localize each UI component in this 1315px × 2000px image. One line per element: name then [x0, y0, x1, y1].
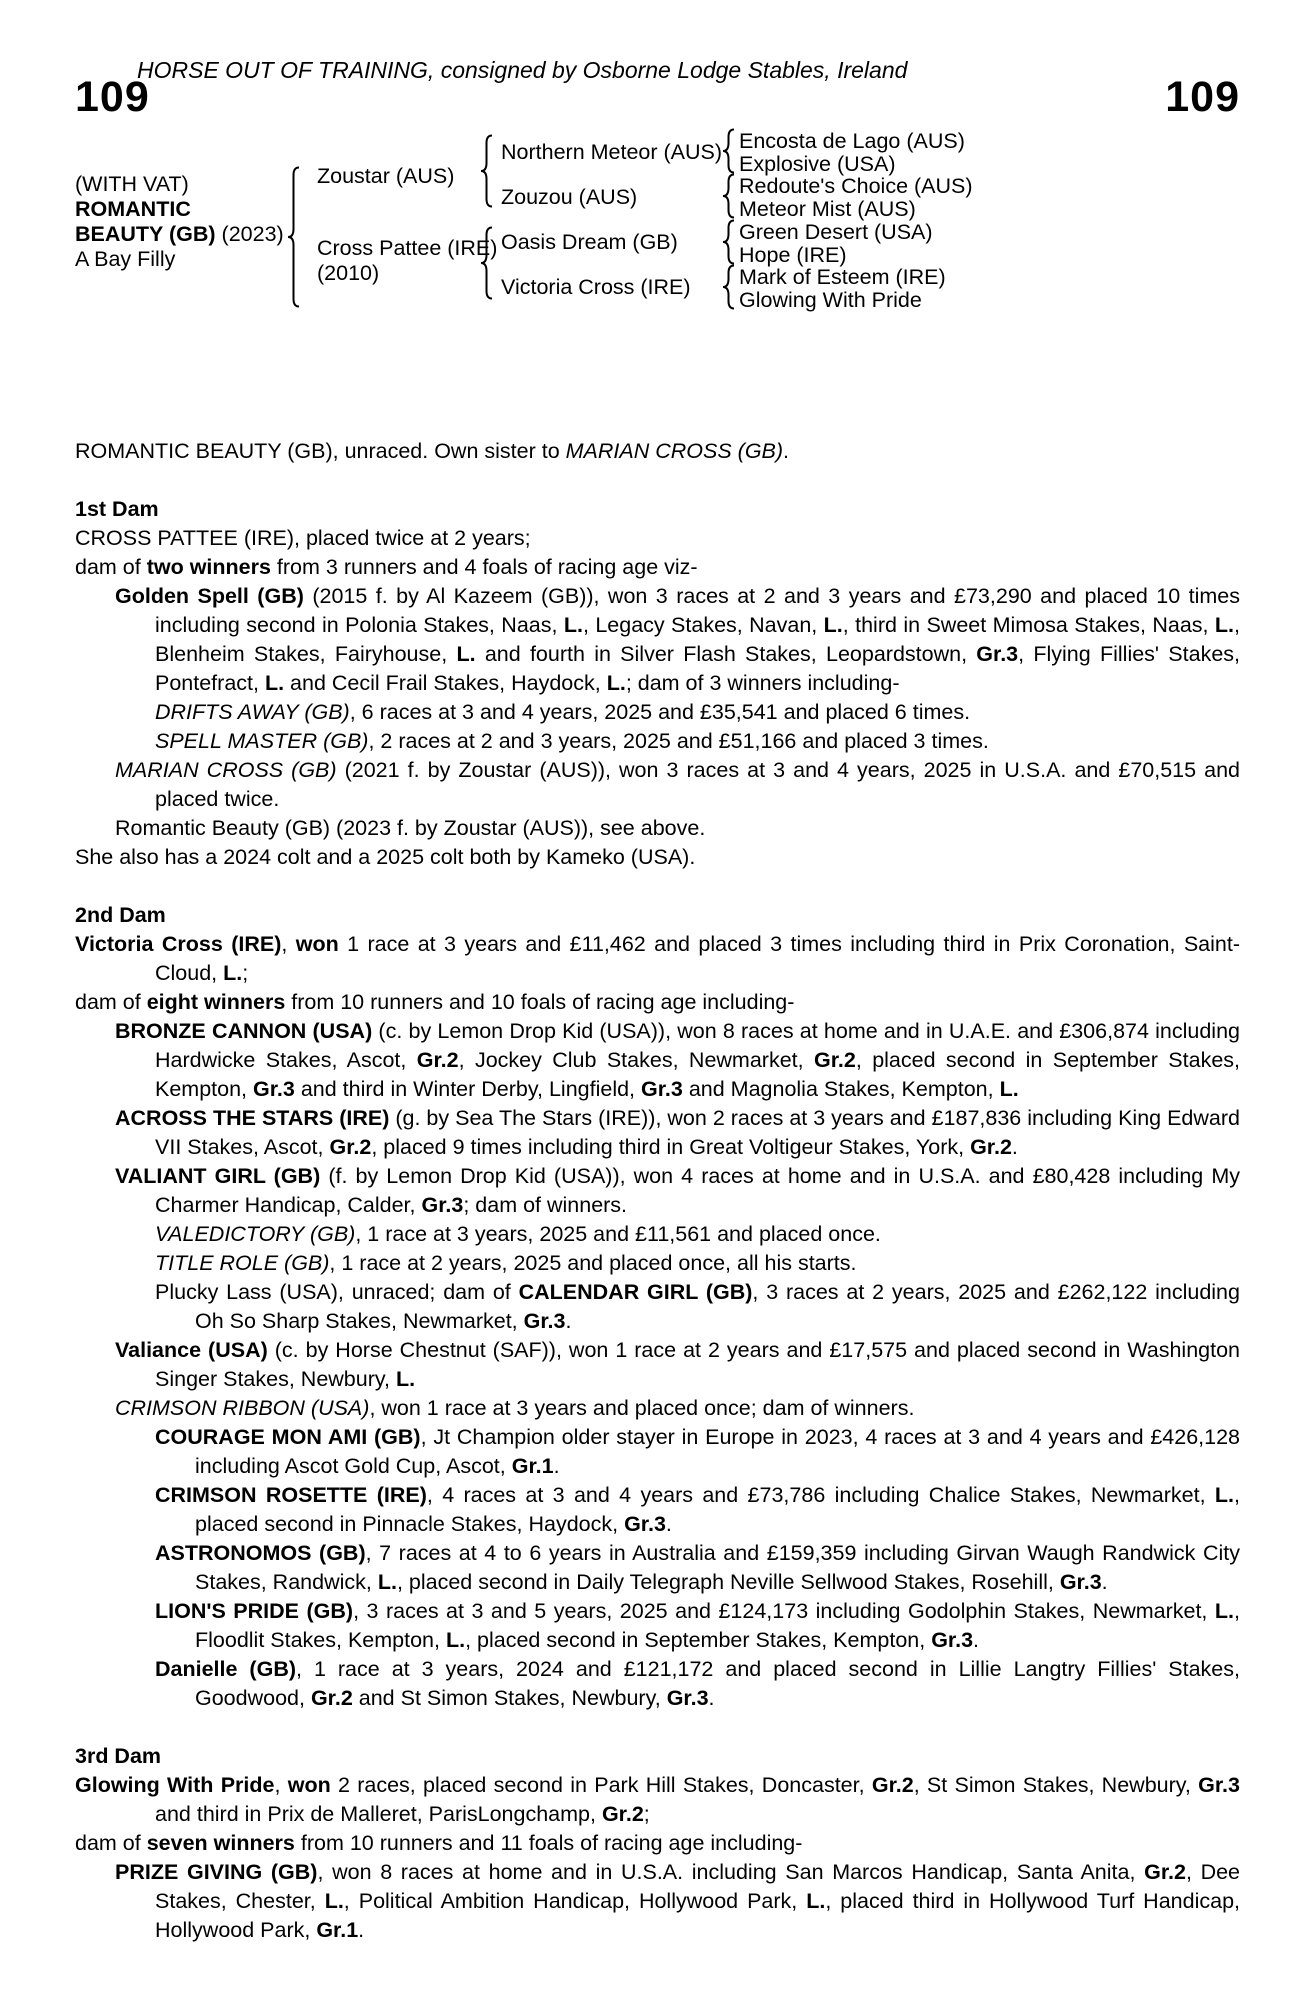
- text-segment: dam of: [75, 1831, 147, 1855]
- text-segment: Golden Spell (GB): [115, 584, 304, 608]
- pedigree-brace: [721, 128, 736, 174]
- text-segment: Glowing With Pride: [75, 1773, 275, 1797]
- text-segment: L.: [999, 1077, 1019, 1101]
- text-segment: ; dam of winners.: [463, 1193, 628, 1217]
- text-segment: MARIAN CROSS (GB): [115, 758, 337, 782]
- text-segment: (2015 f. by Al Kazeem (GB)), won 3 races at 2 and 3 years and £73,290 and placed 10 times including second in Polonia Stakes, Naas,: [155, 584, 1240, 637]
- pedigree-brace: [721, 219, 736, 265]
- text-segment: CRIMSON RIBBON (USA): [115, 1396, 370, 1420]
- text-segment: ,: [281, 932, 296, 956]
- text-segment: from 10 runners and 10 foals of racing age including-: [285, 990, 795, 1014]
- romantic-beauty-entry: [75, 814, 1240, 843]
- glowing-with-pride-entry: [75, 1771, 1240, 1829]
- text-segment: Gr.3: [641, 1077, 683, 1101]
- text-segment: L.: [823, 613, 843, 637]
- prize-giving-entry: [75, 1858, 1240, 1945]
- lions-pride-entry: [75, 1597, 1240, 1655]
- text-segment: , Legacy Stakes, Navan,: [582, 613, 824, 637]
- text-segment: L.: [445, 1628, 466, 1652]
- text-segment: (c. by Horse Chestnut (SAF)), won 1 race at 2 years and £17,575 and placed second in Washington Singer Stakes, Newbury,: [155, 1338, 1240, 1391]
- text-segment: 2 races, placed second in Park Hill Stakes, Doncaster,: [330, 1773, 872, 1797]
- text-segment: CROSS PATTEE (IRE), placed twice at 2 years;: [75, 526, 531, 550]
- text-segment: ;: [643, 1802, 650, 1826]
- text-segment: and third in Winter Derby, Lingfield,: [294, 1077, 641, 1101]
- text-segment: L.: [456, 642, 476, 666]
- text-segment: Gr.3: [931, 1628, 974, 1652]
- text-segment: 3rd Dam: [75, 1744, 162, 1768]
- text-segment: won: [295, 932, 339, 956]
- third-dam-produce-intro: [75, 1829, 1240, 1858]
- text-segment: , placed second in September Stakes, Kempton,: [155, 1048, 1240, 1101]
- text-segment: Gr.2: [1144, 1860, 1186, 1884]
- text-segment: Gr.3: [624, 1512, 666, 1536]
- text-segment: dam of: [75, 990, 147, 1014]
- text-segment: Gr.2: [310, 1686, 353, 1710]
- across-the-stars-entry: [75, 1104, 1240, 1162]
- text-segment: , 2 races at 2 and 3 years, 2025 and £51,166 and placed 3 times.: [368, 729, 989, 753]
- text-segment: , 3 races at 3 and 5 years, 2025 and £124,173 including Godolphin Stakes, Newmarket,: [353, 1599, 1215, 1623]
- pedigree-brace: [479, 226, 494, 300]
- text-segment: .: [1101, 1570, 1108, 1594]
- text-segment: and fourth in Silver Flash Stakes, Leopardstown,: [475, 642, 977, 666]
- text-segment: Gr.3: [253, 1077, 295, 1101]
- text-segment: , Jt Champion older stayer in Europe in 2023, 4 races at 3 and 4 years and £426,128 including Ascot Gold Cup, Ascot,: [195, 1425, 1241, 1478]
- dam-year: (2010): [317, 261, 380, 285]
- text-segment: , third in Sweet Mimosa Stakes, Naas,: [842, 613, 1215, 637]
- text-segment: , placed second in Daily Telegraph Neville Sellwood Stakes, Rosehill,: [396, 1570, 1060, 1594]
- text-segment: Danielle (GB): [155, 1657, 296, 1681]
- text-segment: .: [783, 439, 790, 463]
- bronze-cannon-entry: [75, 1017, 1240, 1104]
- text-segment: , Dee Stakes, Chester,: [155, 1860, 1241, 1913]
- text-segment: Gr.3: [666, 1686, 709, 1710]
- victoria-cross-entry: [75, 930, 1240, 988]
- text-segment: She also has a 2024 colt and a 2025 colt both by Kameko (USA).: [75, 845, 696, 869]
- text-segment: Valiance (USA): [115, 1338, 268, 1362]
- first-dam-produce-intro: [75, 553, 1240, 582]
- text-segment: .: [708, 1686, 715, 1710]
- astronomos-entry: [75, 1539, 1240, 1597]
- text-segment: two winners: [146, 555, 271, 579]
- text-segment: seven winners: [146, 1831, 295, 1855]
- text-segment: and St Simon Stakes, Newbury,: [352, 1686, 667, 1710]
- text-segment: , placed second in September Stakes, Kempton,: [465, 1628, 932, 1652]
- great-grandparent-name: Hope (IRE): [739, 243, 847, 267]
- text-segment: eight winners: [146, 990, 286, 1014]
- catalogue-text: [75, 437, 1240, 1945]
- subject-name-line1: ROMANTIC: [75, 197, 191, 221]
- text-segment: .: [553, 1454, 560, 1478]
- marian-cross-entry: [75, 756, 1240, 814]
- text-segment: Gr.2: [871, 1773, 914, 1797]
- text-segment: ACROSS THE STARS (IRE): [115, 1106, 390, 1130]
- text-segment: and third in Prix de Malleret, ParisLongchamp,: [155, 1802, 602, 1826]
- drifts-away-entry: [75, 698, 1240, 727]
- text-segment: 1st Dam: [75, 497, 159, 521]
- text-segment: Gr.2: [970, 1135, 1012, 1159]
- text-segment: .: [665, 1512, 672, 1536]
- text-segment: 2nd Dam: [75, 903, 166, 927]
- text-segment: Gr.3: [976, 642, 1019, 666]
- text-segment: TITLE ROLE (GB): [155, 1251, 330, 1275]
- text-segment: , won 1 race at 3 years and placed once; dam of winners.: [369, 1396, 915, 1420]
- golden-spell-entry: [75, 582, 1240, 698]
- text-segment: CALENDAR GIRL (GB): [518, 1280, 753, 1304]
- first-dam-footnote: [75, 843, 1240, 872]
- great-grandparent-name: Meteor Mist (AUS): [739, 197, 916, 221]
- first-dam-heading: [75, 495, 1240, 524]
- crimson-rosette-entry: [75, 1481, 1240, 1539]
- pedigree-brace: [721, 264, 736, 310]
- spell-master-entry: [75, 727, 1240, 756]
- grandsire-name: Oasis Dream (GB): [501, 230, 678, 254]
- text-segment: .: [358, 1918, 365, 1942]
- title-role-entry: [75, 1249, 1240, 1278]
- text-segment: won: [287, 1773, 331, 1797]
- great-grandparent-name: Mark of Esteem (IRE): [739, 265, 946, 289]
- pedigree-brace: [479, 134, 494, 208]
- text-segment: , 7 races at 4 to 6 years in Australia and £159,359 including Girvan Waugh Randwick City Stakes, Randwick,: [195, 1541, 1240, 1594]
- text-segment: MARIAN CROSS (GB): [565, 439, 784, 463]
- text-segment: dam of: [75, 555, 147, 579]
- text-segment: Romantic Beauty (GB) (2023 f. by Zoustar (AUS)), see above.: [115, 816, 706, 840]
- text-segment: BRONZE CANNON (USA): [115, 1019, 373, 1043]
- granddam-name: Victoria Cross (IRE): [501, 275, 691, 299]
- text-segment: , Political Ambition Handicap, Hollywood Park,: [343, 1889, 807, 1913]
- great-grandparent-name: Redoute's Choice (AUS): [739, 174, 973, 198]
- text-segment: , St Simon Stakes, Newbury,: [913, 1773, 1199, 1797]
- text-segment: .: [565, 1309, 572, 1333]
- text-segment: Gr.2: [416, 1048, 459, 1072]
- consignment-title: HORSE OUT OF TRAINING, consigned by Osborne Lodge Stables, Ireland: [137, 57, 908, 83]
- grandsire-name: Northern Meteor (AUS): [501, 140, 723, 164]
- text-segment: from 3 runners and 4 foals of racing age viz-: [270, 555, 698, 579]
- great-grandparent-name: Glowing With Pride: [739, 288, 922, 312]
- great-grandparent-name: Green Desert (USA): [739, 220, 933, 244]
- text-segment: and Cecil Frail Stakes, Haydock,: [284, 671, 607, 695]
- plucky-lass-entry: [75, 1278, 1240, 1336]
- text-segment: L.: [563, 613, 583, 637]
- text-segment: , 1 race at 3 years, 2025 and £11,561 and placed once.: [355, 1222, 881, 1246]
- text-segment: , won 8 races at home and in U.S.A. including San Marcos Handicap, Santa Anita,: [317, 1860, 1145, 1884]
- valedictory-entry: [75, 1220, 1240, 1249]
- text-segment: L.: [223, 961, 243, 985]
- text-segment: , placed third in Hollywood Turf Handicap, Hollywood Park,: [155, 1889, 1240, 1942]
- text-segment: LION'S PRIDE (GB): [155, 1599, 354, 1623]
- text-segment: , Flying Fillies' Stakes, Pontefract,: [155, 642, 1240, 695]
- text-segment: Gr.2: [601, 1802, 644, 1826]
- text-segment: (f. by Lemon Drop Kid (USA)), won 4 races at home and in U.S.A. and £80,428 including My Charmer Handicap, Calder,: [155, 1164, 1240, 1217]
- subject-description: A Bay Filly: [75, 247, 176, 271]
- text-segment: , placed second in Pinnacle Stakes, Haydock,: [195, 1483, 1240, 1536]
- text-segment: , 1 race at 2 years, 2025 and placed once, all his starts.: [329, 1251, 857, 1275]
- text-segment: Victoria Cross (IRE): [75, 932, 282, 956]
- text-segment: L.: [377, 1570, 397, 1594]
- sire-name: Zoustar (AUS): [317, 164, 455, 188]
- text-segment: Gr.3: [421, 1193, 464, 1217]
- lot-number-left: 109: [75, 73, 150, 121]
- text-segment: L.: [264, 671, 285, 695]
- text-segment: , Jockey Club Stakes, Newmarket,: [458, 1048, 814, 1072]
- text-segment: , Blenheim Stakes, Fairyhouse,: [155, 613, 1240, 666]
- third-dam-heading: [75, 1742, 1240, 1771]
- text-segment: CRIMSON ROSETTE (IRE): [155, 1483, 427, 1507]
- text-segment: L.: [806, 1889, 826, 1913]
- text-segment: , 6 races at 3 and 4 years, 2025 and £35,541 and placed 6 times.: [349, 700, 971, 724]
- cross-pattee-line: [75, 524, 1240, 553]
- text-segment: Gr.2: [329, 1135, 372, 1159]
- text-segment: ; dam of 3 winners including-: [625, 671, 900, 695]
- subject-name-bold: BEAUTY (GB): [75, 222, 216, 246]
- own-sister-note: [75, 437, 1240, 466]
- text-segment: (c. by Lemon Drop Kid (USA)), won 8 races at home and in U.A.E. and £306,874 including Hardwicke Stakes, Ascot,: [155, 1019, 1240, 1072]
- text-segment: L.: [1214, 613, 1235, 637]
- text-segment: Gr.1: [316, 1918, 359, 1942]
- subject-name-line2: [75, 222, 284, 246]
- text-segment: VALEDICTORY (GB): [155, 1222, 356, 1246]
- lot-number-right: 109: [1165, 73, 1240, 121]
- text-segment: VALIANT GIRL (GB): [115, 1164, 321, 1188]
- text-segment: ASTRONOMOS (GB): [155, 1541, 366, 1565]
- text-segment: L.: [324, 1889, 344, 1913]
- text-segment: , Floodlit Stakes, Kempton,: [195, 1599, 1240, 1652]
- valiant-girl-entry: [75, 1162, 1240, 1220]
- pedigree-brace: [286, 166, 301, 308]
- text-segment: , placed 9 times including third in Great Voltigeur Stakes, York,: [371, 1135, 971, 1159]
- text-segment: Gr.2: [814, 1048, 856, 1072]
- text-segment: SPELL MASTER (GB): [155, 729, 369, 753]
- danielle-entry: [75, 1655, 1240, 1713]
- crimson-ribbon-entry: [75, 1394, 1240, 1423]
- text-segment: , 1 race at 3 years, 2024 and £121,172 and placed second in Lillie Langtry Fillies' Stakes, Goodwood,: [195, 1657, 1240, 1710]
- text-segment: DRIFTS AWAY (GB): [155, 700, 350, 724]
- valiance-entry: [75, 1336, 1240, 1394]
- text-segment: Gr.3: [1059, 1570, 1102, 1594]
- dam-name: Cross Pattee (IRE): [317, 236, 498, 260]
- text-segment: COURAGE MON AMI (GB): [155, 1425, 421, 1449]
- great-grandparent-name: Explosive (USA): [739, 152, 896, 176]
- text-segment: L.: [606, 671, 626, 695]
- pedigree-brace: [721, 173, 736, 219]
- text-segment: ,: [274, 1773, 288, 1797]
- second-dam-heading: [75, 901, 1240, 930]
- text-segment: .: [973, 1628, 980, 1652]
- text-segment: Gr.3: [523, 1309, 566, 1333]
- text-segment: Gr.1: [511, 1454, 554, 1478]
- text-segment: , 3 races at 2 years, 2025 and £262,122 including Oh So Sharp Stakes, Newmarket,: [195, 1280, 1240, 1333]
- text-segment: Plucky Lass (USA), unraced; dam of: [155, 1280, 519, 1304]
- with-vat-note: (WITH VAT): [75, 172, 189, 196]
- second-dam-produce-intro: [75, 988, 1240, 1017]
- pedigree-table: [75, 128, 1240, 333]
- text-segment: Gr.3: [1198, 1773, 1240, 1797]
- subject-year: (2023): [221, 222, 284, 246]
- text-segment: .: [1011, 1135, 1018, 1159]
- granddam-name: Zouzou (AUS): [501, 185, 638, 209]
- great-grandparent-name: Encosta de Lago (AUS): [739, 129, 965, 153]
- text-segment: L.: [1214, 1483, 1235, 1507]
- text-segment: (g. by Sea The Stars (IRE)), won 2 races at 3 years and £187,836 including King Edward VII Stakes, Ascot,: [155, 1106, 1240, 1159]
- courage-mon-ami-entry: [75, 1423, 1240, 1481]
- text-segment: from 10 runners and 11 foals of racing age including-: [294, 1831, 803, 1855]
- text-segment: (2021 f. by Zoustar (AUS)), won 3 races at 3 and 4 years, 2025 in U.S.A. and £70,515 and placed twice.: [155, 758, 1241, 811]
- text-segment: ;: [242, 961, 249, 985]
- text-segment: L.: [1214, 1599, 1235, 1623]
- text-segment: and Magnolia Stakes, Kempton,: [682, 1077, 1000, 1101]
- text-segment: L.: [395, 1367, 416, 1391]
- text-segment: ROMANTIC BEAUTY (GB), unraced. Own sister to: [75, 439, 566, 463]
- text-segment: , 4 races at 3 and 4 years and £73,786 including Chalice Stakes, Newmarket,: [426, 1483, 1215, 1507]
- text-segment: PRIZE GIVING (GB): [115, 1860, 318, 1884]
- text-segment: 1 race at 3 years and £11,462 and placed 3 times including third in Prix Coronation, Saint-Cloud,: [155, 932, 1241, 985]
